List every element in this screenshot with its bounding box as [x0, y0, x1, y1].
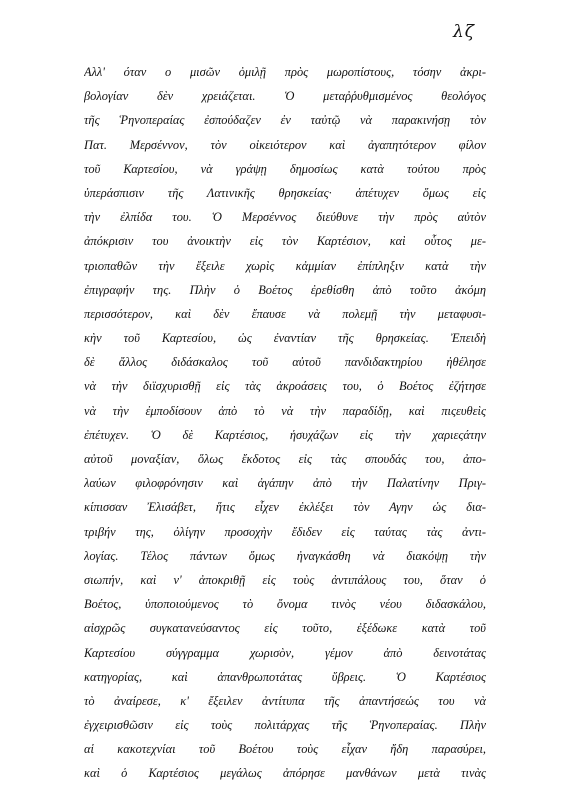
text-line: κατηγορίας, καὶ ἀπανθρωποτάτας ὕβρεις. Ὁ Καρτέσιος: [84, 669, 486, 684]
text-line: τοῦ Καρτεσίου, νὰ γράψῃ δημοσίως κατὰ τούτου πρὸς: [84, 161, 486, 176]
text-line: τῆς Ῥηνοπεραίας ἐσπούδαζεν ἐν ταὐτῷ νὰ παρακινήσῃ τὸν: [84, 113, 486, 128]
text-line: τριοπαθῶν τὴν ἔξειλε χωρὶς κἀμμίαν ἐπίπληξιν κατὰ τὴν: [84, 258, 486, 273]
text-line: Βοέτος, ὑποποιούμενος τὸ ὄνομα τινὸς νέου διδασκάλου,: [84, 597, 486, 612]
text-line: νὰ τὴν ἐμποδίσουν ἀπὸ τὸ νὰ τὴν παραδίδῃ, καὶ πιςευθεὶς: [84, 403, 486, 418]
text-line: λαύων φιλοφρόνησιν καὶ ἀγάπην ἀπὸ τὴν Παλατίνην Πριγ-: [84, 476, 486, 491]
text-line: ἐπέτυχεν. Ὁ δὲ Καρτέσιος, ἡσυχάζων εἰς τὴν χαριεςάτην: [84, 427, 486, 442]
text-line: Αλλ' όταν ο μισῶν ὀμιλῇ πρὸς μωροπίστους, τόσην ἀκρι-: [84, 65, 486, 79]
text-line: αὐτοῦ μοναξίαν, ὅλως ἔκδοτος εἰς τὰς σπουδάς του, ἀπο-: [84, 452, 486, 466]
text-line: λογίας. Τέλος πάντων ὅμως ἠναγκάσθη νὰ διακόψῃ τὴν: [84, 548, 486, 563]
text-line: τριβήν της, ὀλίγην προσοχὴν ἔδιδεν εἰς ταύτας τὰς ἀντι-: [84, 524, 486, 539]
text-line: νὰ τὴν διϊσχυρισθῇ εἰς τὰς ἀκροάσεις του, ὁ Βοέτος ἐζήτησε: [84, 379, 486, 394]
text-line: περισσότερον, καὶ δὲν ἔπαυσε νὰ πολεμῇ τὴν μεταφυσι-: [84, 306, 486, 321]
text-line: κὴν τοῦ Καρτεσίου, ὡς ἐναντίαν τῆς θρησκείας. Ἐπειδὴ: [84, 331, 486, 346]
text-line: καὶ ὁ Καρτέσιος μεγάλως ἀπόρησε μανθάνων μετὰ τινὰς: [84, 766, 486, 781]
text-line: ἐγχειρισθῶσιν εἰς τοὺς πολιτάρχας τῆς Ῥηνοπεραίας. Πλὴν: [84, 718, 486, 733]
text-line: αἱ κακοτεχνίαι τοῦ Βοέτου τοὺς εἶχαν ἤδη παρασύρει,: [84, 742, 486, 757]
text-line: σιωπήν, καὶ ν' ἀποκριθῇ εἰς τοὺς ἀντιπάλους του, ὅταν ὁ: [84, 572, 486, 587]
text-line: ὑπεράσπισιν τῆς Λατινικῆς θρησκείας· ἀπέτυχεν ὅμως εἰς: [84, 185, 486, 200]
page-number: λζ: [453, 22, 475, 42]
text-line: κίπισσαν Ἐλισάβετ, ἥτις εἶχεν ἐκλέξει τὸν Αγην ὡς δια-: [84, 500, 486, 515]
text-line: Πατ. Μερσέννον, τὸν οἰκειότερον καὶ ἀγαπητότερον φίλον: [84, 137, 486, 152]
text-line: Καρτεσίου σύγγραμμα χωρισὸν, γέμον ἀπὸ δεινοτάτας: [84, 645, 486, 660]
text-line: τὴν ἐλπίδα του. Ὁ Μερσέννος διεύθυνε τὴν πρὸς αὐτὸν: [84, 210, 486, 225]
text-line: ἀπόκρισιν του ἀνοικτὴν εἰς τὸν Καρτέσιον, καὶ οὗτος με-: [84, 234, 486, 249]
body-text: [84, 60, 486, 786]
text-line: ἐπιγραφήν της. Πλὴν ὁ Βοέτος ἐρεθίσθη ἀπὸ τοῦτο ἀκόμη: [84, 282, 486, 297]
text-line: δὲ ἄλλος διδάσκαλος τοῦ αὐτοῦ πανδιδακτηρίου ἠθέλησε: [84, 355, 486, 370]
text-line: βολογίαν δὲν χρειάζεται. Ὁ μεταῤῥυθμισμένος θεολόγος: [84, 89, 486, 104]
text-line: αἰσχρῶς συγκατανεύσαντος εἰς τοῦτο, ἐξέδωκε κατὰ τοῦ: [84, 621, 486, 636]
text-line: τὸ ἀναίρεσε, κ' ἔξειλεν ἀντίτυπα τῆς ἀπαντήσεώς του νὰ: [84, 693, 486, 708]
